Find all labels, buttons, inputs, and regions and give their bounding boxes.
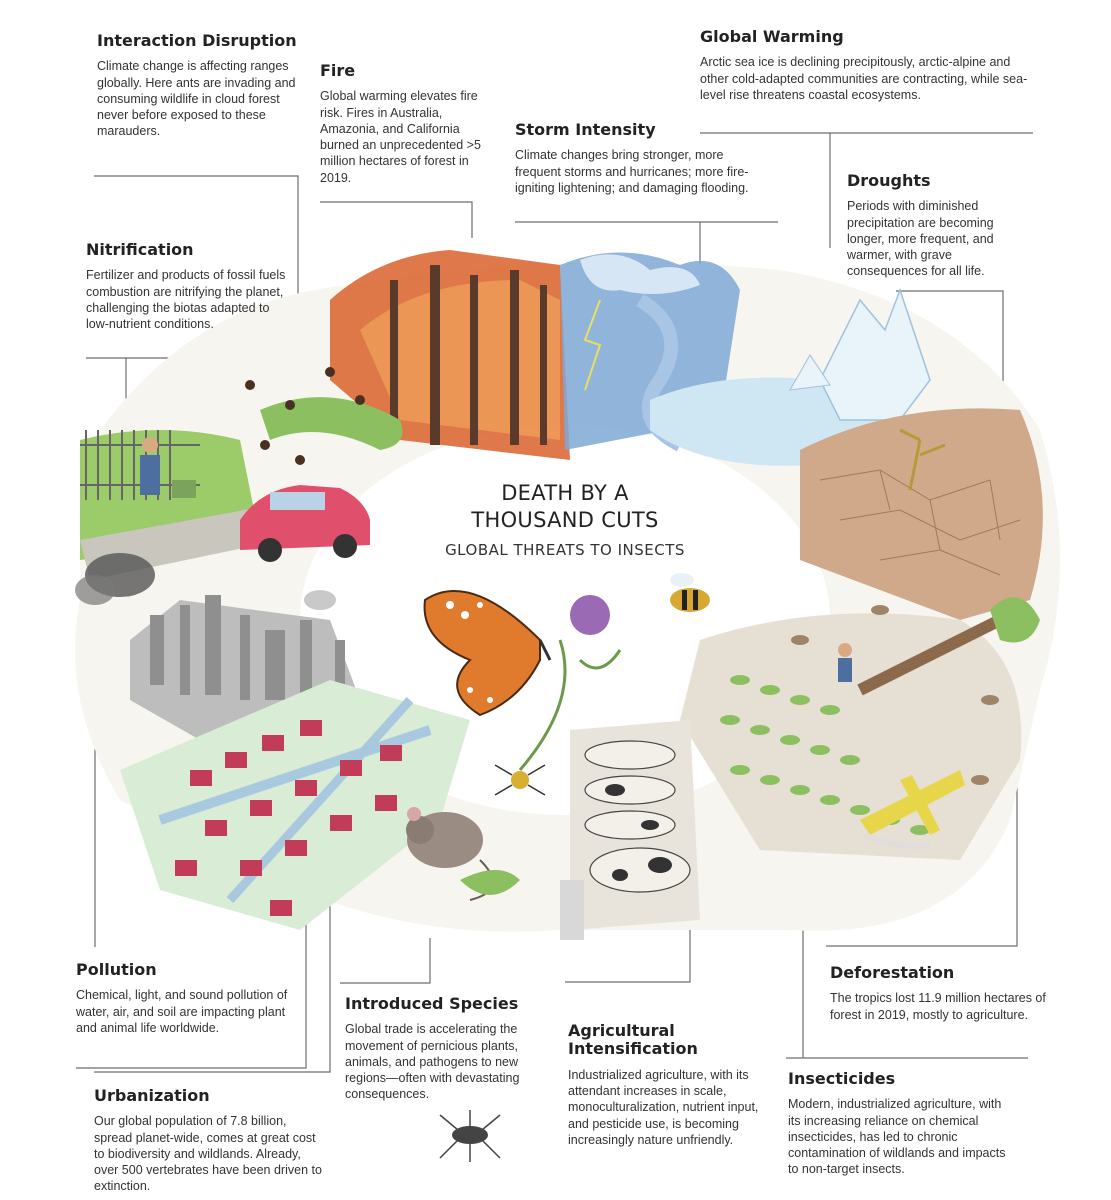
threat-pollution xyxy=(76,961,301,1036)
threat-heading: Pollution xyxy=(76,960,157,979)
threat-heading: Introduced Species xyxy=(345,994,519,1013)
threat-global-warming xyxy=(700,28,1035,103)
threat-heading: Insecticides xyxy=(788,1069,896,1088)
threat-interaction-disruption xyxy=(97,32,297,140)
threat-description: The tropics lost 11.9 million hectares of forest in 2019, mostly to agriculture. xyxy=(830,991,1046,1022)
threat-description: Fertilizer and products of fossil fuels combustion are nitrifying the planet, challenging the biotas adapted to low-nutrient conditions. xyxy=(86,268,286,332)
threat-description: Global warming elevates fire risk. Fires in Australia, Amazonia, and California burned an unprecedented >5 million hectares of forest in 2019. xyxy=(320,89,481,185)
threat-description: Industrialized agriculture, with its attendant increases in scale, monoculturalization, nutrient input, and pesticide use, is becoming increasingly nature unfriendly. xyxy=(568,1067,759,1147)
threat-heading: Storm Intensity xyxy=(515,120,656,139)
threat-introduced-species xyxy=(345,995,545,1103)
title-line-2: THOUSAND CUTS xyxy=(471,508,659,533)
leader-fire xyxy=(320,202,472,238)
title-line-1: DEATH BY A xyxy=(501,481,629,505)
threat-description: Our global population of 7.8 billion, spread planet-wide, comes at great cost to biodiversity and wildlands. Already, over 500 vertebrates have been driven to extinction. xyxy=(94,1114,322,1194)
beetle-illustration xyxy=(440,1110,500,1162)
title-subtitle: GLOBAL THREATS TO INSECTS xyxy=(445,540,685,559)
threat-storm-intensity xyxy=(515,121,765,196)
threat-deforestation xyxy=(830,964,1050,1023)
threat-heading: Interaction Disruption xyxy=(97,31,297,50)
threat-heading: Droughts xyxy=(847,171,931,190)
threat-description: Chemical, light, and sound pollution of water, air, and soil are impacting plant and animal life worldwide. xyxy=(76,988,288,1035)
threat-heading: Deforestation xyxy=(830,963,955,982)
threat-heading: Global Warming xyxy=(700,27,844,46)
threat-heading: Agricultural Intensification xyxy=(568,1021,698,1059)
threat-droughts xyxy=(847,172,1027,280)
threat-heading: Nitrification xyxy=(86,240,194,259)
threat-description: Arctic sea ice is declining precipitously, arctic-alpine and other cold-adapted communities are contracting, while sea-level rise threatens coastal ecosystems. xyxy=(700,55,1028,102)
livestock-illustration xyxy=(560,720,700,940)
threat-description: Climate changes bring stronger, more frequent storms and hurricanes; more fire-igniting lightening; and damaging flooding. xyxy=(515,148,749,195)
threat-insecticides xyxy=(788,1070,1013,1178)
threat-nitrification xyxy=(86,241,286,332)
threat-agricultural-intensification xyxy=(568,1022,773,1148)
diagram-title xyxy=(400,480,730,559)
threat-description: Climate change is affecting ranges globally. Here ants are invading and consuming wildlife in cloud forest never before exposed to these marauders. xyxy=(97,59,296,139)
threat-fire xyxy=(320,62,492,186)
threat-heading: Urbanization xyxy=(94,1086,210,1105)
threat-description: Periods with diminished precipitation are becoming longer, more frequent, and warmer, with grave consequences for all life. xyxy=(847,199,994,279)
leader-introduced xyxy=(340,938,430,983)
threat-urbanization xyxy=(94,1087,324,1195)
threat-heading: Fire xyxy=(320,61,356,80)
threat-description: Modern, industrialized agriculture, with its increasing reliance on chemical insecticides, has led to chronic contamination of wildlands and impacts to non-target insects. xyxy=(788,1097,1006,1177)
gardener xyxy=(142,437,158,453)
threat-description: Global trade is accelerating the movement of pernicious plants, animals, and pathogens to new regions—often with devastating consequences. xyxy=(345,1022,520,1102)
